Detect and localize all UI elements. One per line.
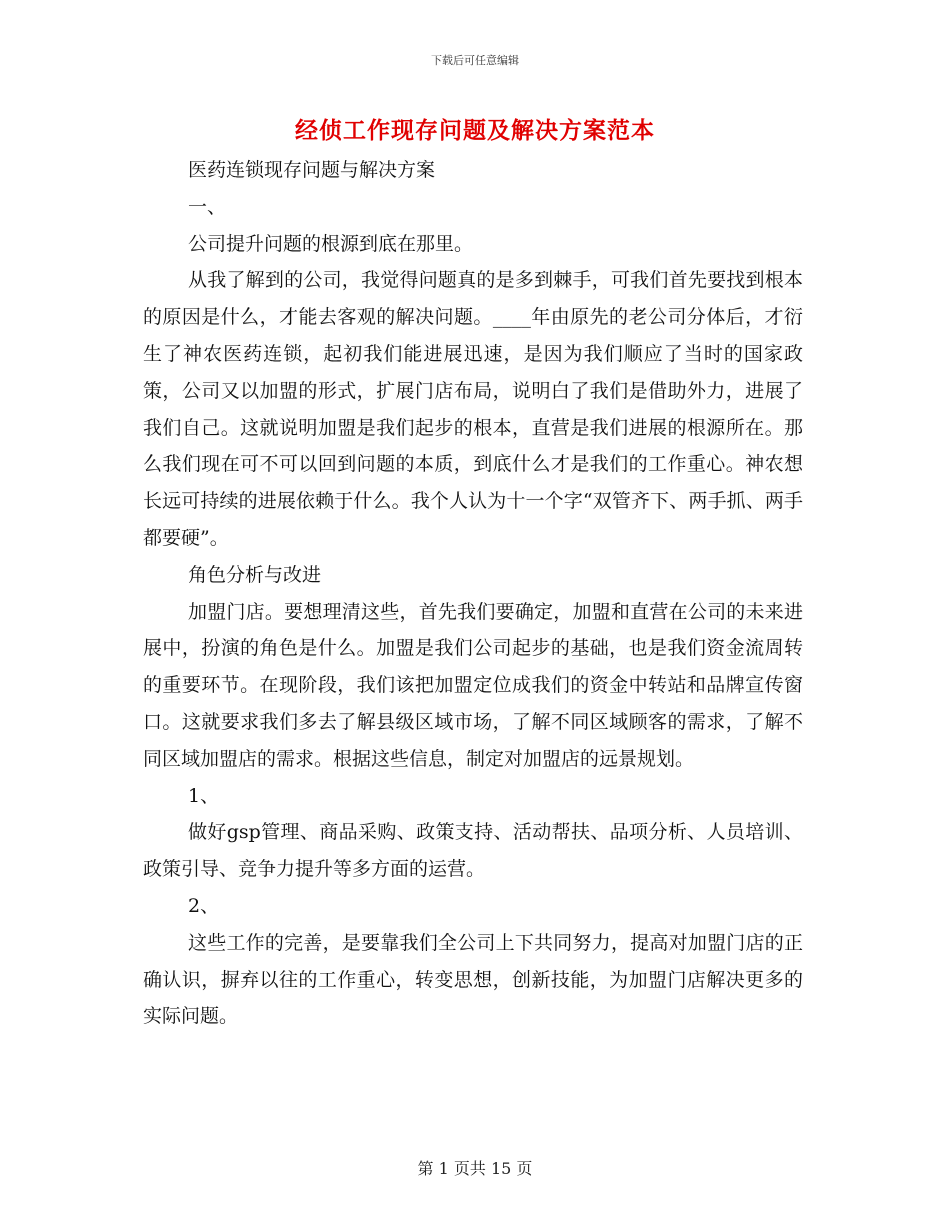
- paragraph-item-number: 1、: [188, 784, 220, 807]
- paragraph: 公司提升问题的根源到底在那里。: [188, 232, 474, 255]
- page-header: 下载后可任意编辑: [431, 54, 519, 67]
- paragraph-section-one: 一、: [188, 195, 227, 218]
- paragraph-item-number: 2、: [188, 894, 220, 917]
- page-footer: 第 1 页共 15 页: [417, 1159, 533, 1178]
- paragraph: 这些工作的完善，是要靠我们全公司上下共同努力，提高对加盟门店的正确认识，摒弃以往的工作重心，转变思想，创新技能，为加盟门店解决更多的实际问题。: [143, 931, 803, 1028]
- paragraph-heading: 角色分析与改进: [188, 563, 322, 586]
- paragraph: 做好gsp管理、商品采购、政策支持、活动帮扶、品项分析、人员培训、政策引导、竞争力提升等多方面的运营。: [143, 821, 803, 881]
- document-title: 经侦工作现存问题及解决方案范本: [295, 117, 655, 144]
- paragraph: 加盟门店。要想理清这些，首先我们要确定，加盟和直营在公司的未来进展中，扮演的角色是什么。加盟是我们公司起步的基础，也是我们资金流周转的重要环节。在现阶段，我们该把加盟定位成我们的资金中转站和品牌宣传窗口。这就要求我们多去了解县级区域市场，了解不同区域顾客的需求，了解不同区域加盟店的需求。根据这些信息，制定对加盟店的远景规划。: [143, 600, 803, 770]
- paragraph: 从我了解到的公司，我觉得问题真的是多到棘手，可我们首先要找到根本的原因是什么，才能去客观的解决问题。____年由原先的老公司分体后，才衍生了神农医药连锁，起初我们能进展迅速，是因为我们顺应了当时的国家政策，公司又以加盟的形式，扩展门店布局，说明白了我们是借助外力，进展了我们自己。这就说明加盟是我们起步的根本，直营是我们进展的根源所在。那么我们现在可不可以回到问题的本质，到底什么才是我们的工作重心。神农想长远可持续的进展依赖于什么。我个人认为十一个字“双管齐下、两手抓、两手都要硬”。: [143, 269, 803, 549]
- document-body: [143, 152, 803, 1035]
- paragraph-subtitle: 医药连锁现存问题与解决方案: [188, 159, 436, 181]
